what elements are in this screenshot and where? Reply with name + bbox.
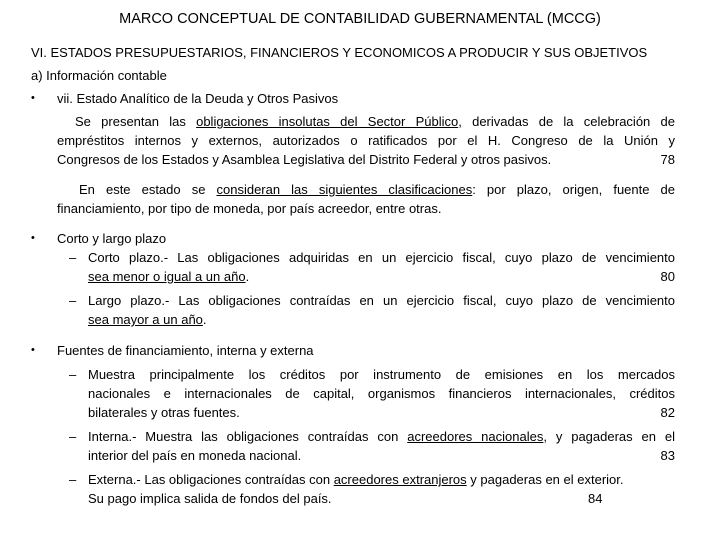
dash-icon: – [69, 367, 77, 382]
page-number: 83 [660, 448, 675, 463]
item-vii-para2-line2: financiamiento, por tipo de moneda, por país acreedor, entre otras. [57, 201, 442, 216]
dash-icon: – [69, 250, 77, 265]
item-vii-para1-line3: Congresos de los Estados y Asamblea Legislativa del Distrito Federal y otros pasivos. 78 [57, 152, 675, 167]
bullet-icon: • [31, 344, 35, 356]
item-vii-para1-line1: Se presentan las obligaciones insolutas del Sector Público, derivadas de la celebración de [75, 114, 675, 129]
section-heading: VI. ESTADOS PRESUPUESTARIOS, FINANCIEROS Y ECONOMICOS A PRODUCIR Y SUS OBJETIVOS [31, 45, 648, 60]
page-title: MARCO CONCEPTUAL DE CONTABILIDAD GUBERNAMENTAL (MCCG) [119, 11, 601, 27]
largo-line1: Largo plazo.- Las obligaciones contraídas en un ejercicio fiscal, cuyo plazo de vencimiento [88, 293, 675, 308]
subsection-heading: a) Información contable [31, 68, 167, 83]
interna-line2: interior del país en moneda nacional. 83 [88, 448, 675, 463]
muestra-line1: Muestra principalmente los créditos por instrumento de emisiones en los mercados [88, 367, 675, 382]
underlined-term: sea mayor a un año [88, 312, 203, 327]
interna-line1: Interna.- Muestra las obligaciones contraídas con acreedores nacionales, y pagaderas en el [88, 429, 676, 444]
item-fuentes-heading: Fuentes de financiamiento, interna y externa [57, 343, 314, 358]
underlined-term: obligaciones insolutas del Sector Público [196, 114, 459, 129]
dash-icon: – [69, 293, 77, 308]
page-number: 78 [660, 152, 675, 167]
page-number: 80 [660, 269, 675, 284]
bullet-icon: • [31, 232, 35, 244]
dash-icon: – [69, 472, 77, 487]
item-vii-para1-line2: empréstitos internos y externos, autorizados o ratificados por el H. Congreso de la Unión y [57, 133, 675, 148]
item-vii-heading: vii. Estado Analítico de la Deuda y Otros Pasivos [57, 91, 339, 106]
corto-line2: sea menor o igual a un año. 80 [88, 269, 675, 284]
largo-line2: sea mayor a un año. [88, 312, 207, 327]
underlined-term: consideran las siguientes clasificaciones [216, 182, 473, 197]
bullet-icon: • [31, 92, 35, 104]
corto-line1: Corto plazo.- Las obligaciones adquiridas en un ejercicio fiscal, cuyo plazo de vencimiento [88, 250, 675, 265]
muestra-line3: bilaterales y otras fuentes. 82 [88, 405, 675, 420]
dash-icon: – [69, 429, 77, 444]
underlined-term: acreedores nacionales [407, 429, 544, 444]
underlined-term: acreedores extranjeros [333, 472, 467, 487]
muestra-line2: nacionales e internacionales de capital, organismos financieros internacionales, créditos [88, 386, 675, 401]
externa-line2: Su pago implica salida de fondos del país. [88, 491, 332, 506]
underlined-term: sea menor o igual a un año [88, 269, 246, 284]
page-number: 84 [588, 491, 603, 506]
externa-line1: Externa.- Las obligaciones contraídas con acreedores extranjeros y pagaderas en el exterior. [88, 472, 624, 487]
item-vii-para2-line1: En este estado se consideran las siguientes clasificaciones: por plazo, origen, fuente de [79, 182, 675, 197]
page-number: 82 [660, 405, 675, 420]
item-plazo-heading: Corto y largo plazo [57, 231, 167, 246]
